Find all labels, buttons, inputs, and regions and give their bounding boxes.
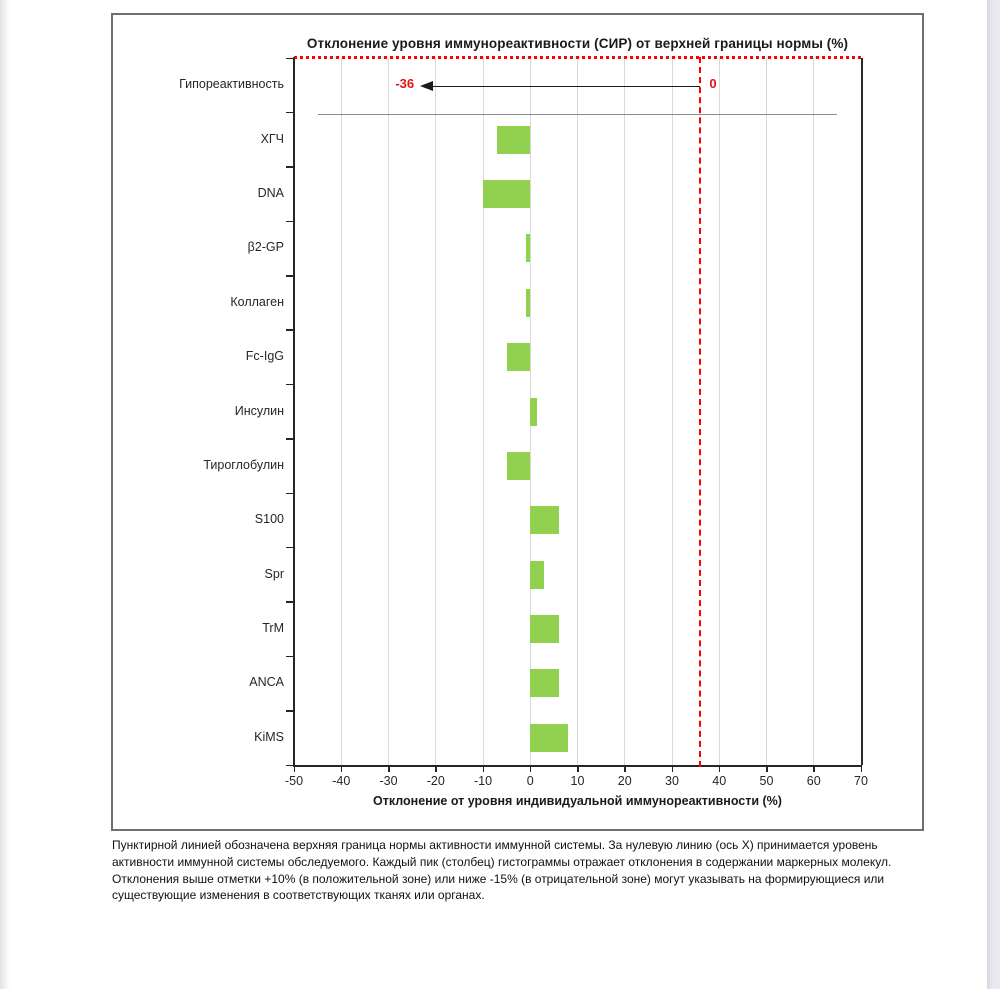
upper-norm-dotted-line [294, 56, 861, 59]
bar-kims [530, 724, 568, 752]
y-axis-tick [286, 710, 294, 712]
hyporeactivity-separator [318, 114, 838, 115]
y-axis-tick [286, 58, 294, 60]
caption-line: Пунктирной линией обозначена верхняя граница нормы активности иммунной системы. За нулевую линию (ось X) принимается уровень [112, 838, 878, 852]
deviation-arrow-head [420, 81, 433, 91]
x-axis-title: Отклонение от уровня индивидуальной иммунореактивности (%) [373, 794, 782, 808]
x-axis-tick [766, 765, 768, 772]
x-tick-label: 20 [617, 774, 632, 788]
grid-line [624, 58, 625, 765]
x-tick-label: 40 [712, 774, 727, 788]
grid-line [672, 58, 673, 765]
row-label--: ХГЧ [260, 131, 284, 146]
norm-reference-line [699, 57, 701, 767]
y-axis-tick [286, 438, 294, 440]
bar-anca [530, 669, 558, 697]
grid-line [813, 58, 814, 765]
bar-- [507, 452, 531, 480]
chart-title: Отклонение уровня иммунореактивности (СИР) от верхней границы нормы (%) [306, 36, 849, 51]
row-label-spr: Spr [264, 566, 284, 581]
y-axis-tick [286, 112, 294, 114]
row-label-fc-igg: Fc-IgG [245, 349, 284, 364]
bar-- [526, 289, 531, 317]
chart-caption [112, 837, 928, 904]
x-tick-label: -20 [426, 774, 445, 788]
x-axis-tick [624, 765, 626, 772]
row-label--2-gp: β2-GP [247, 240, 284, 255]
plot-right-border [861, 58, 863, 765]
row-label--: Коллаген [230, 294, 284, 309]
y-axis-tick [286, 221, 294, 223]
grid-line [388, 58, 389, 765]
deviation-arrow-line [432, 86, 700, 88]
grid-line [577, 58, 578, 765]
bar-- [497, 126, 530, 154]
norm-zero-label: 0 [709, 76, 717, 92]
bar--2-gp [526, 234, 531, 262]
row-label--: Тироглобулин [203, 457, 284, 472]
grid-line [719, 58, 720, 765]
x-axis-tick [813, 765, 815, 772]
bar-s100 [530, 506, 558, 534]
x-axis-tick [577, 765, 579, 772]
x-tick-label: 70 [854, 774, 868, 788]
row-label-kims: KiMS [254, 729, 284, 744]
bar-fc-igg [507, 343, 531, 371]
x-tick-label: 0 [526, 774, 534, 788]
x-axis-tick [672, 765, 674, 772]
grid-line [483, 58, 484, 765]
x-tick-label: -40 [332, 774, 351, 788]
x-axis-tick [719, 765, 721, 772]
x-axis-tick [388, 765, 390, 772]
row-label-dna: DNA [257, 185, 284, 200]
bar-dna [483, 180, 530, 208]
y-axis-tick [286, 384, 294, 386]
y-axis-tick [286, 493, 294, 495]
row-label--: Инсулин [234, 403, 284, 418]
x-tick-label: 50 [759, 774, 774, 788]
caption-line: Отклонения выше отметки +10% (в положительной зоне) или ниже -15% (в отрицательной зоне) могут указывать на формирующиеся или [112, 871, 885, 886]
y-axis-tick [286, 601, 294, 603]
caption-line: активности иммунной системы обследуемого. Каждый пик (столбец) гистограммы отражает отклонения в содержании маркерных молекул. [112, 854, 892, 869]
y-axis-tick [286, 547, 294, 549]
x-axis-tick [294, 765, 296, 772]
row-label-trm: TrM [262, 621, 284, 636]
y-axis-tick [286, 329, 294, 331]
y-axis-tick [286, 275, 294, 277]
grid-line [766, 58, 767, 765]
x-axis-tick [435, 765, 437, 772]
x-tick-label: -10 [473, 774, 493, 788]
x-tick-label: 60 [806, 774, 821, 788]
x-axis-tick [483, 765, 485, 772]
x-tick-label: 10 [570, 774, 585, 788]
page-edge-shadow-left [0, 0, 10, 989]
y-axis-line [293, 57, 295, 765]
x-axis-tick [530, 765, 532, 772]
row-label-s100: S100 [254, 512, 284, 527]
grid-line [341, 58, 342, 765]
page-edge-strip-right [987, 0, 1000, 989]
bar-spr [530, 561, 544, 589]
grid-line [435, 58, 436, 765]
x-tick-label: -50 [284, 774, 304, 788]
x-tick-label: 30 [665, 774, 679, 788]
row-label-hyporeactivity: Гипореактивность [179, 77, 284, 92]
bar-trm [530, 615, 558, 643]
x-axis-tick [861, 765, 863, 772]
y-axis-tick [286, 656, 294, 658]
y-axis-tick [286, 166, 294, 168]
x-tick-label: -30 [379, 774, 398, 788]
bar-- [530, 398, 537, 426]
caption-line: существующие изменения в соответствующих тканях или органах. [112, 888, 485, 903]
row-label-anca: ANCA [249, 675, 284, 690]
hyporeactivity-value: -36 [395, 76, 415, 92]
x-axis-tick [341, 765, 343, 772]
